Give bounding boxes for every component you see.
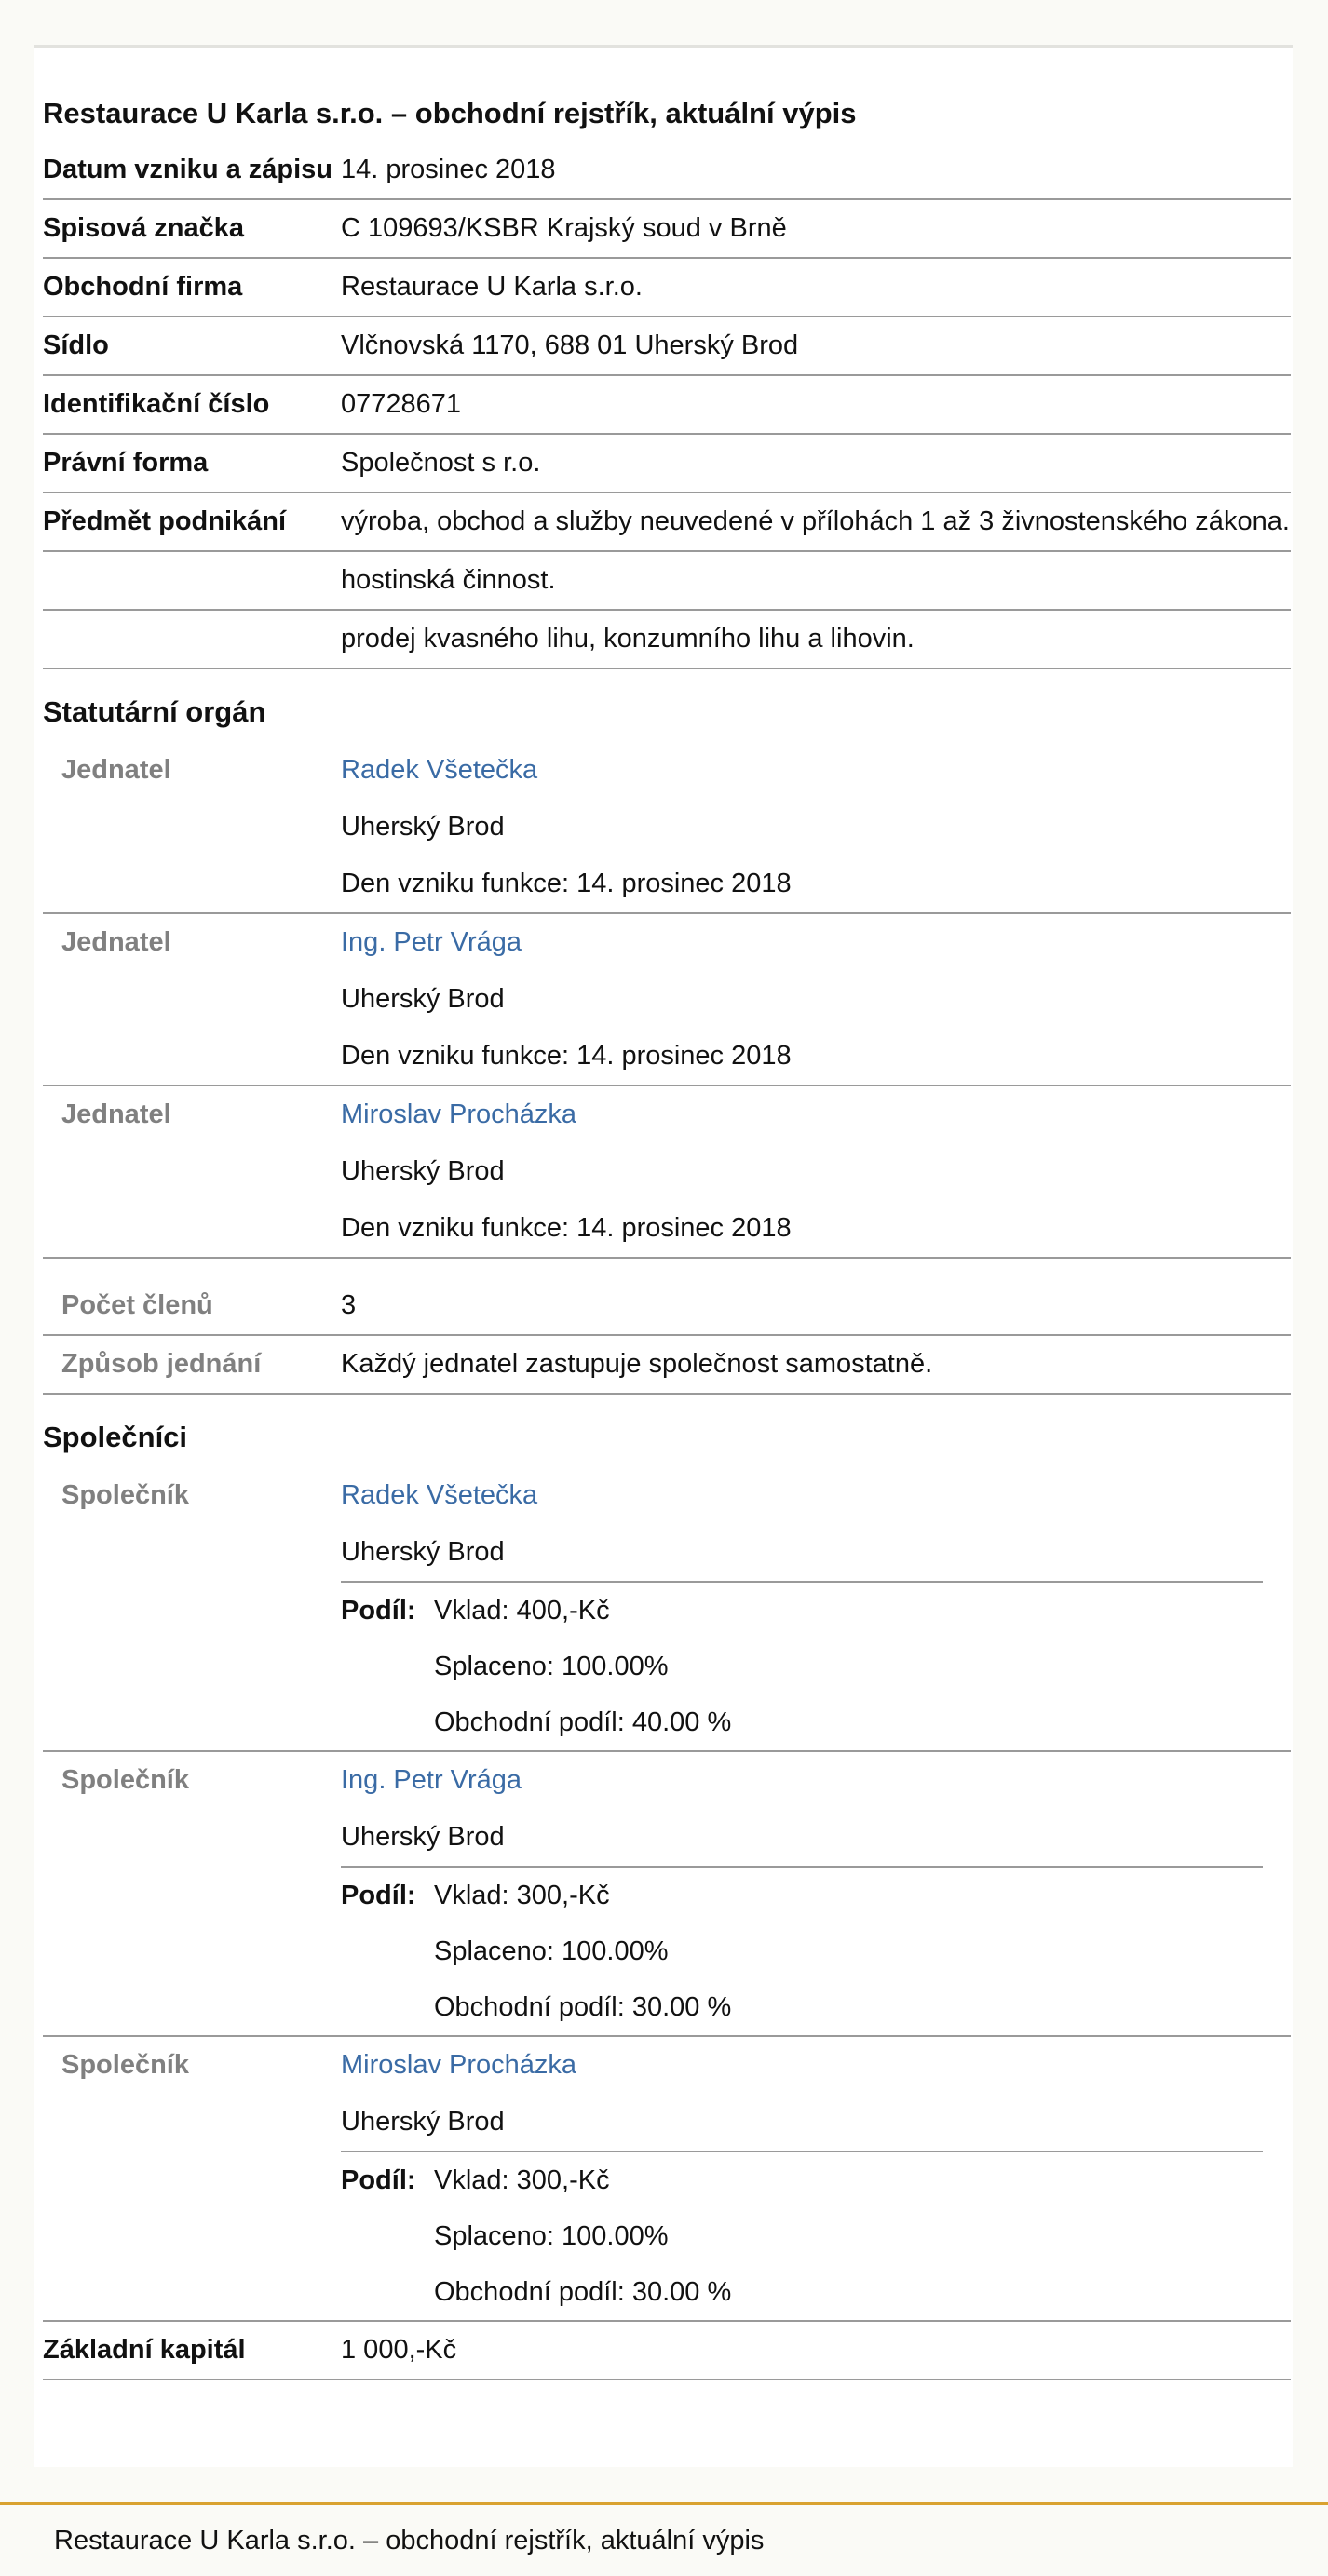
jednatel-name-link[interactable]: Ing. Petr Vrága [341, 927, 522, 957]
jednatel-since: Den vzniku funkce: 14. prosinec 2018 [341, 1041, 792, 1071]
spolecnik-city: Uherský Brod [341, 1537, 505, 1567]
jednatel-row [43, 1086, 1291, 1259]
row-sidlo [43, 317, 1291, 376]
jednatel-row [43, 742, 1291, 914]
spolecnik-city: Uherský Brod [341, 2107, 505, 2137]
pocet-label: Počet členů [61, 1290, 213, 1320]
datum-value: 14. prosinec 2018 [341, 155, 556, 184]
spolecnik-row [43, 2037, 1291, 2322]
podil-block [341, 2151, 1263, 2320]
spolecnik-name-link[interactable]: Radek Všetečka [341, 1480, 538, 1510]
spolecnik-city: Uherský Brod [341, 1822, 505, 1852]
spisova-value: C 109693/KSBR Krajský soud v Brně [341, 213, 787, 243]
datum-label: Datum vzniku a zápisu [43, 155, 333, 184]
spolecnik-row [43, 1752, 1291, 2037]
statutarni-heading: Statutární orgán [43, 695, 266, 728]
row-predmet-podnikani [43, 493, 1291, 552]
zpusob-value: Každý jednatel zastupuje společnost samostatně. [341, 1349, 933, 1379]
ico-value: 07728671 [341, 389, 462, 419]
ico-label: Identifikační číslo [43, 389, 270, 419]
jednatel-since: Den vzniku funkce: 14. prosinec 2018 [341, 1213, 792, 1243]
kapital-value: 1 000,-Kč [341, 2335, 457, 2365]
predmet-item: prodej kvasného lihu, konzumního lihu a lihovin. [341, 624, 915, 654]
spolecnik-name-link[interactable]: Miroslav Procházka [341, 2050, 577, 2080]
podil-label: Podíl: [341, 1596, 416, 1625]
forma-label: Právní forma [43, 448, 209, 478]
jednatel-name-link[interactable]: Miroslav Procházka [341, 1099, 577, 1129]
predmet-item: hostinská činnost. [341, 565, 556, 595]
row-spisova-znacka [43, 200, 1291, 259]
jednatel-city: Uherský Brod [341, 984, 505, 1014]
predmet-item: výroba, obchod a služby neuvedené v přílohách 1 až 3 živnostenského zákona. [341, 506, 1290, 536]
row-datum-vzniku [43, 142, 1291, 200]
forma-value: Společnost s r.o. [341, 448, 541, 478]
jednatel-name-link[interactable]: Radek Všetečka [341, 755, 538, 785]
obchodni-podil-value: Obchodní podíl: 40.00 % [434, 1707, 732, 1737]
jednatel-row [43, 914, 1291, 1086]
spisova-label: Spisová značka [43, 213, 244, 243]
splaceno-value: Splaceno: 100.00% [434, 1652, 669, 1681]
jednatel-role: Jednatel [61, 1099, 171, 1129]
podil-block [341, 1866, 1263, 2035]
row-zakladni-kapital [43, 2322, 1291, 2380]
register-extract [43, 48, 1291, 2380]
row-predmet-podnikani-2 [43, 552, 1291, 611]
predmet-label: Předmět podnikání [43, 506, 287, 536]
firma-label: Obchodní firma [43, 272, 243, 302]
vklad-value: Vklad: 400,-Kč [434, 1596, 610, 1625]
spolecnici-heading: Společníci [43, 1421, 188, 1453]
page-title: Restaurace U Karla s.r.o. – obchodní rejstřík, aktuální výpis [43, 97, 857, 129]
jednatel-role: Jednatel [61, 927, 171, 957]
footer-text: Restaurace U Karla s.r.o. – obchodní rejstřík, aktuální výpis [54, 2526, 765, 2556]
zpusob-label: Způsob jednání [61, 1349, 262, 1379]
obchodni-podil-value: Obchodní podíl: 30.00 % [434, 1992, 732, 2022]
podil-label: Podíl: [341, 2165, 416, 2195]
row-pocet-clenu [43, 1259, 1291, 1336]
row-pravni-forma [43, 435, 1291, 493]
row-predmet-podnikani-3 [43, 611, 1291, 669]
sidlo-value: Vlčnovská 1170, 688 01 Uherský Brod [341, 330, 799, 360]
vklad-value: Vklad: 300,-Kč [434, 1881, 610, 1910]
kapital-label: Základní kapitál [43, 2335, 246, 2365]
spolecnik-role: Společník [61, 1765, 189, 1795]
page-footer [0, 2502, 1328, 2576]
spolecnik-row [43, 1467, 1291, 1752]
row-ico [43, 376, 1291, 435]
row-obchodni-firma [43, 259, 1291, 317]
sidlo-label: Sídlo [43, 330, 109, 360]
row-zpusob-jednani [43, 1336, 1291, 1395]
spolecnik-role: Společník [61, 1480, 189, 1510]
jednatel-since: Den vzniku funkce: 14. prosinec 2018 [341, 869, 792, 898]
podil-label: Podíl: [341, 1881, 416, 1910]
vklad-value: Vklad: 300,-Kč [434, 2165, 610, 2195]
splaceno-value: Splaceno: 100.00% [434, 1936, 669, 1966]
spolecnik-name-link[interactable]: Ing. Petr Vrága [341, 1765, 522, 1795]
jednatel-role: Jednatel [61, 755, 171, 785]
firma-value: Restaurace U Karla s.r.o. [341, 272, 643, 302]
jednatel-city: Uherský Brod [341, 1156, 505, 1186]
splaceno-value: Splaceno: 100.00% [434, 2221, 669, 2251]
obchodni-podil-value: Obchodní podíl: 30.00 % [434, 2277, 732, 2307]
podil-block [341, 1581, 1263, 1750]
spolecnik-role: Společník [61, 2050, 189, 2080]
document-page [34, 45, 1293, 2467]
pocet-value: 3 [341, 1290, 357, 1320]
jednatel-city: Uherský Brod [341, 812, 505, 842]
